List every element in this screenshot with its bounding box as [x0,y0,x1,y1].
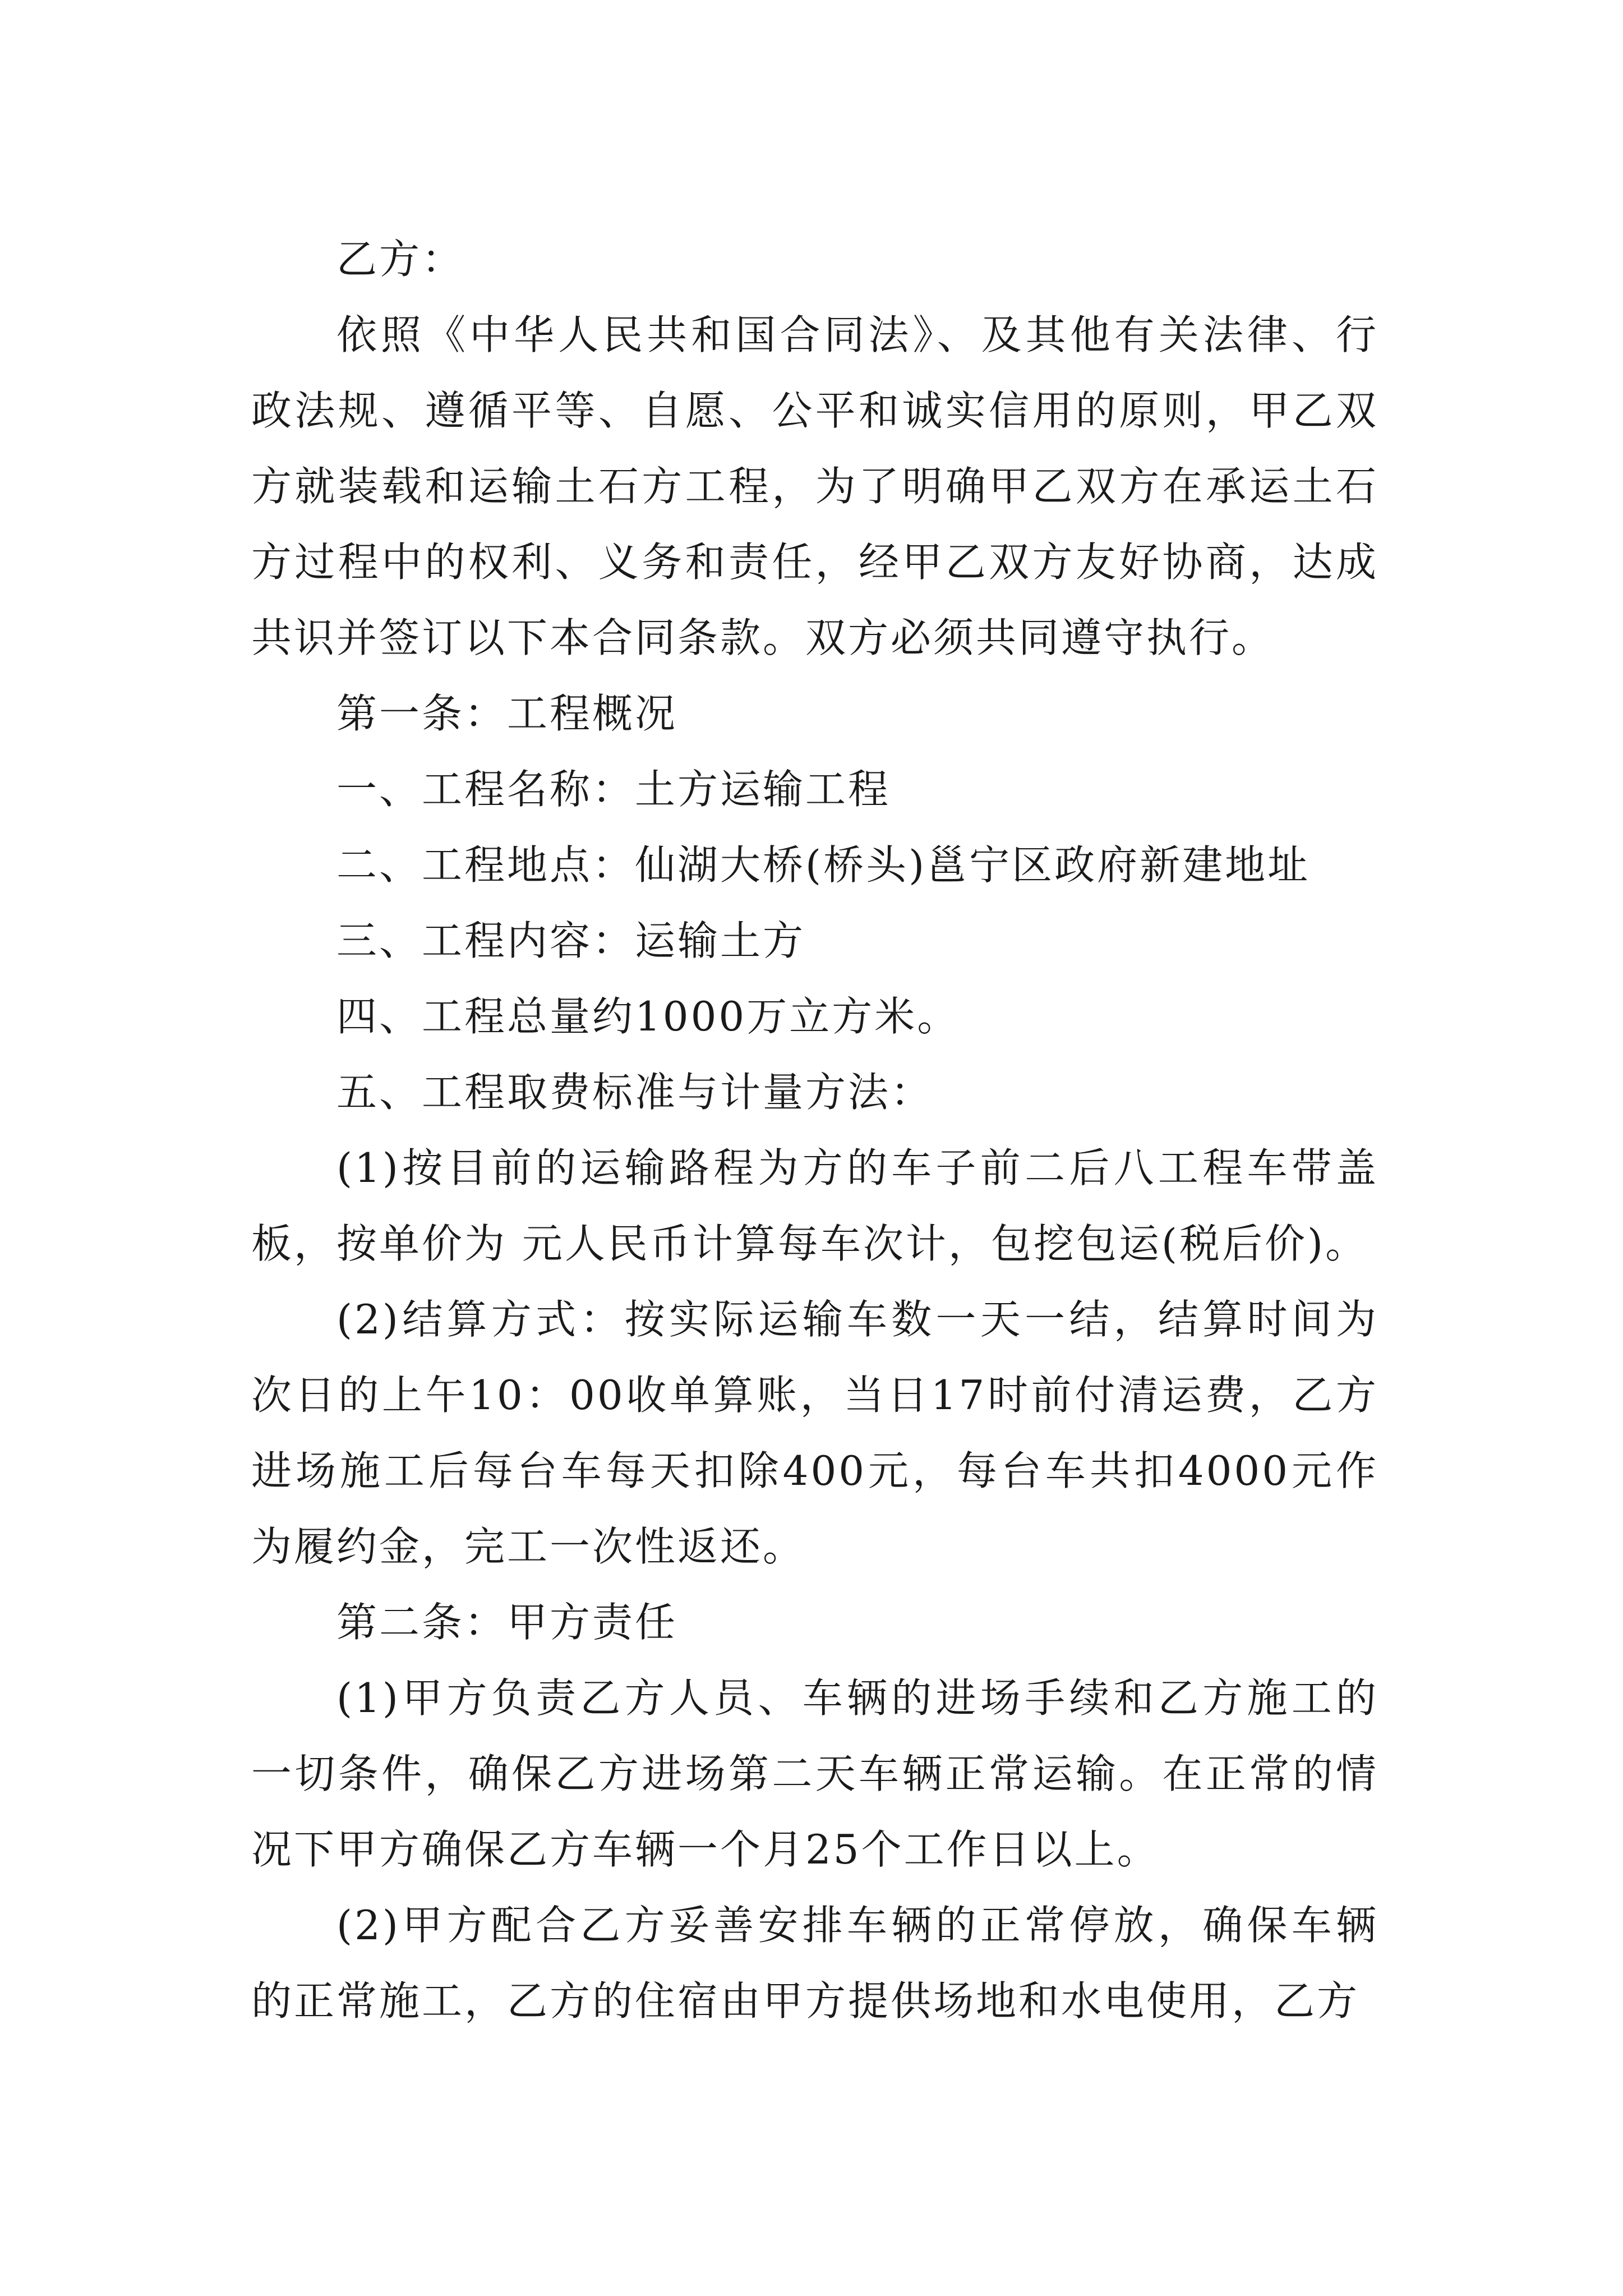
preamble-paragraph: 依照《中华人民共和国合同法》、及其他有关法律、行政法规、遵循平等、自愿、公平和诚实信用的原则，甲乙双方就装载和运输土石方工程，为了明确甲乙双方在承运土石方过程中的权利、义务和责任，经甲乙双方友好协商，达成共识并签订以下本合同条款。双方必须共同遵守执行。 [251,311,1378,661]
project-volume-item: 四、工程总量约1000万立方米。 [336,993,960,1040]
article-2-heading: 第二条：甲方责任 [336,1599,678,1646]
fee-clause-1: (1)按目前的运输路程为方的车子前二后八工程车带盖板，按单价为 元人民币计算每车次计，包挖包运(税后价)。 [251,1144,1378,1267]
project-content-item: 三、工程内容：运输土方 [336,917,806,964]
party-a-clause-1: (1)甲方负责乙方人员、车辆的进场手续和乙方施工的一切条件，确保乙方进场第二天车辆正常运输。在正常的情况下甲方确保乙方车辆一个月25个工作日以上。 [251,1674,1378,1873]
party-a-clause-2: (2)甲方配合乙方妥善安排车辆的正常停放，确保车辆的正常施工，乙方的住宿由甲方提供场地和水电使用，乙方 [251,1902,1378,2024]
document-body [251,222,1378,2039]
project-location-item: 二、工程地点：仙湖大桥(桥头)邕宁区政府新建地址 [336,841,1311,889]
fee-clause-2: (2)结算方式：按实际运输车数一天一结，结算时间为次日的上午10：00收单算账，当日17时前付清运费，乙方进场施工后每台车每天扣除400元，每台车共扣4000元作为履约金，完工一次性返还。 [251,1296,1378,1570]
party-b-label: 乙方： [336,236,465,283]
article-1-heading: 第一条：工程概况 [336,690,678,737]
fee-standard-item: 五、工程取费标准与计量方法： [336,1069,934,1116]
project-name-item: 一、工程名称：土方运输工程 [336,766,891,813]
